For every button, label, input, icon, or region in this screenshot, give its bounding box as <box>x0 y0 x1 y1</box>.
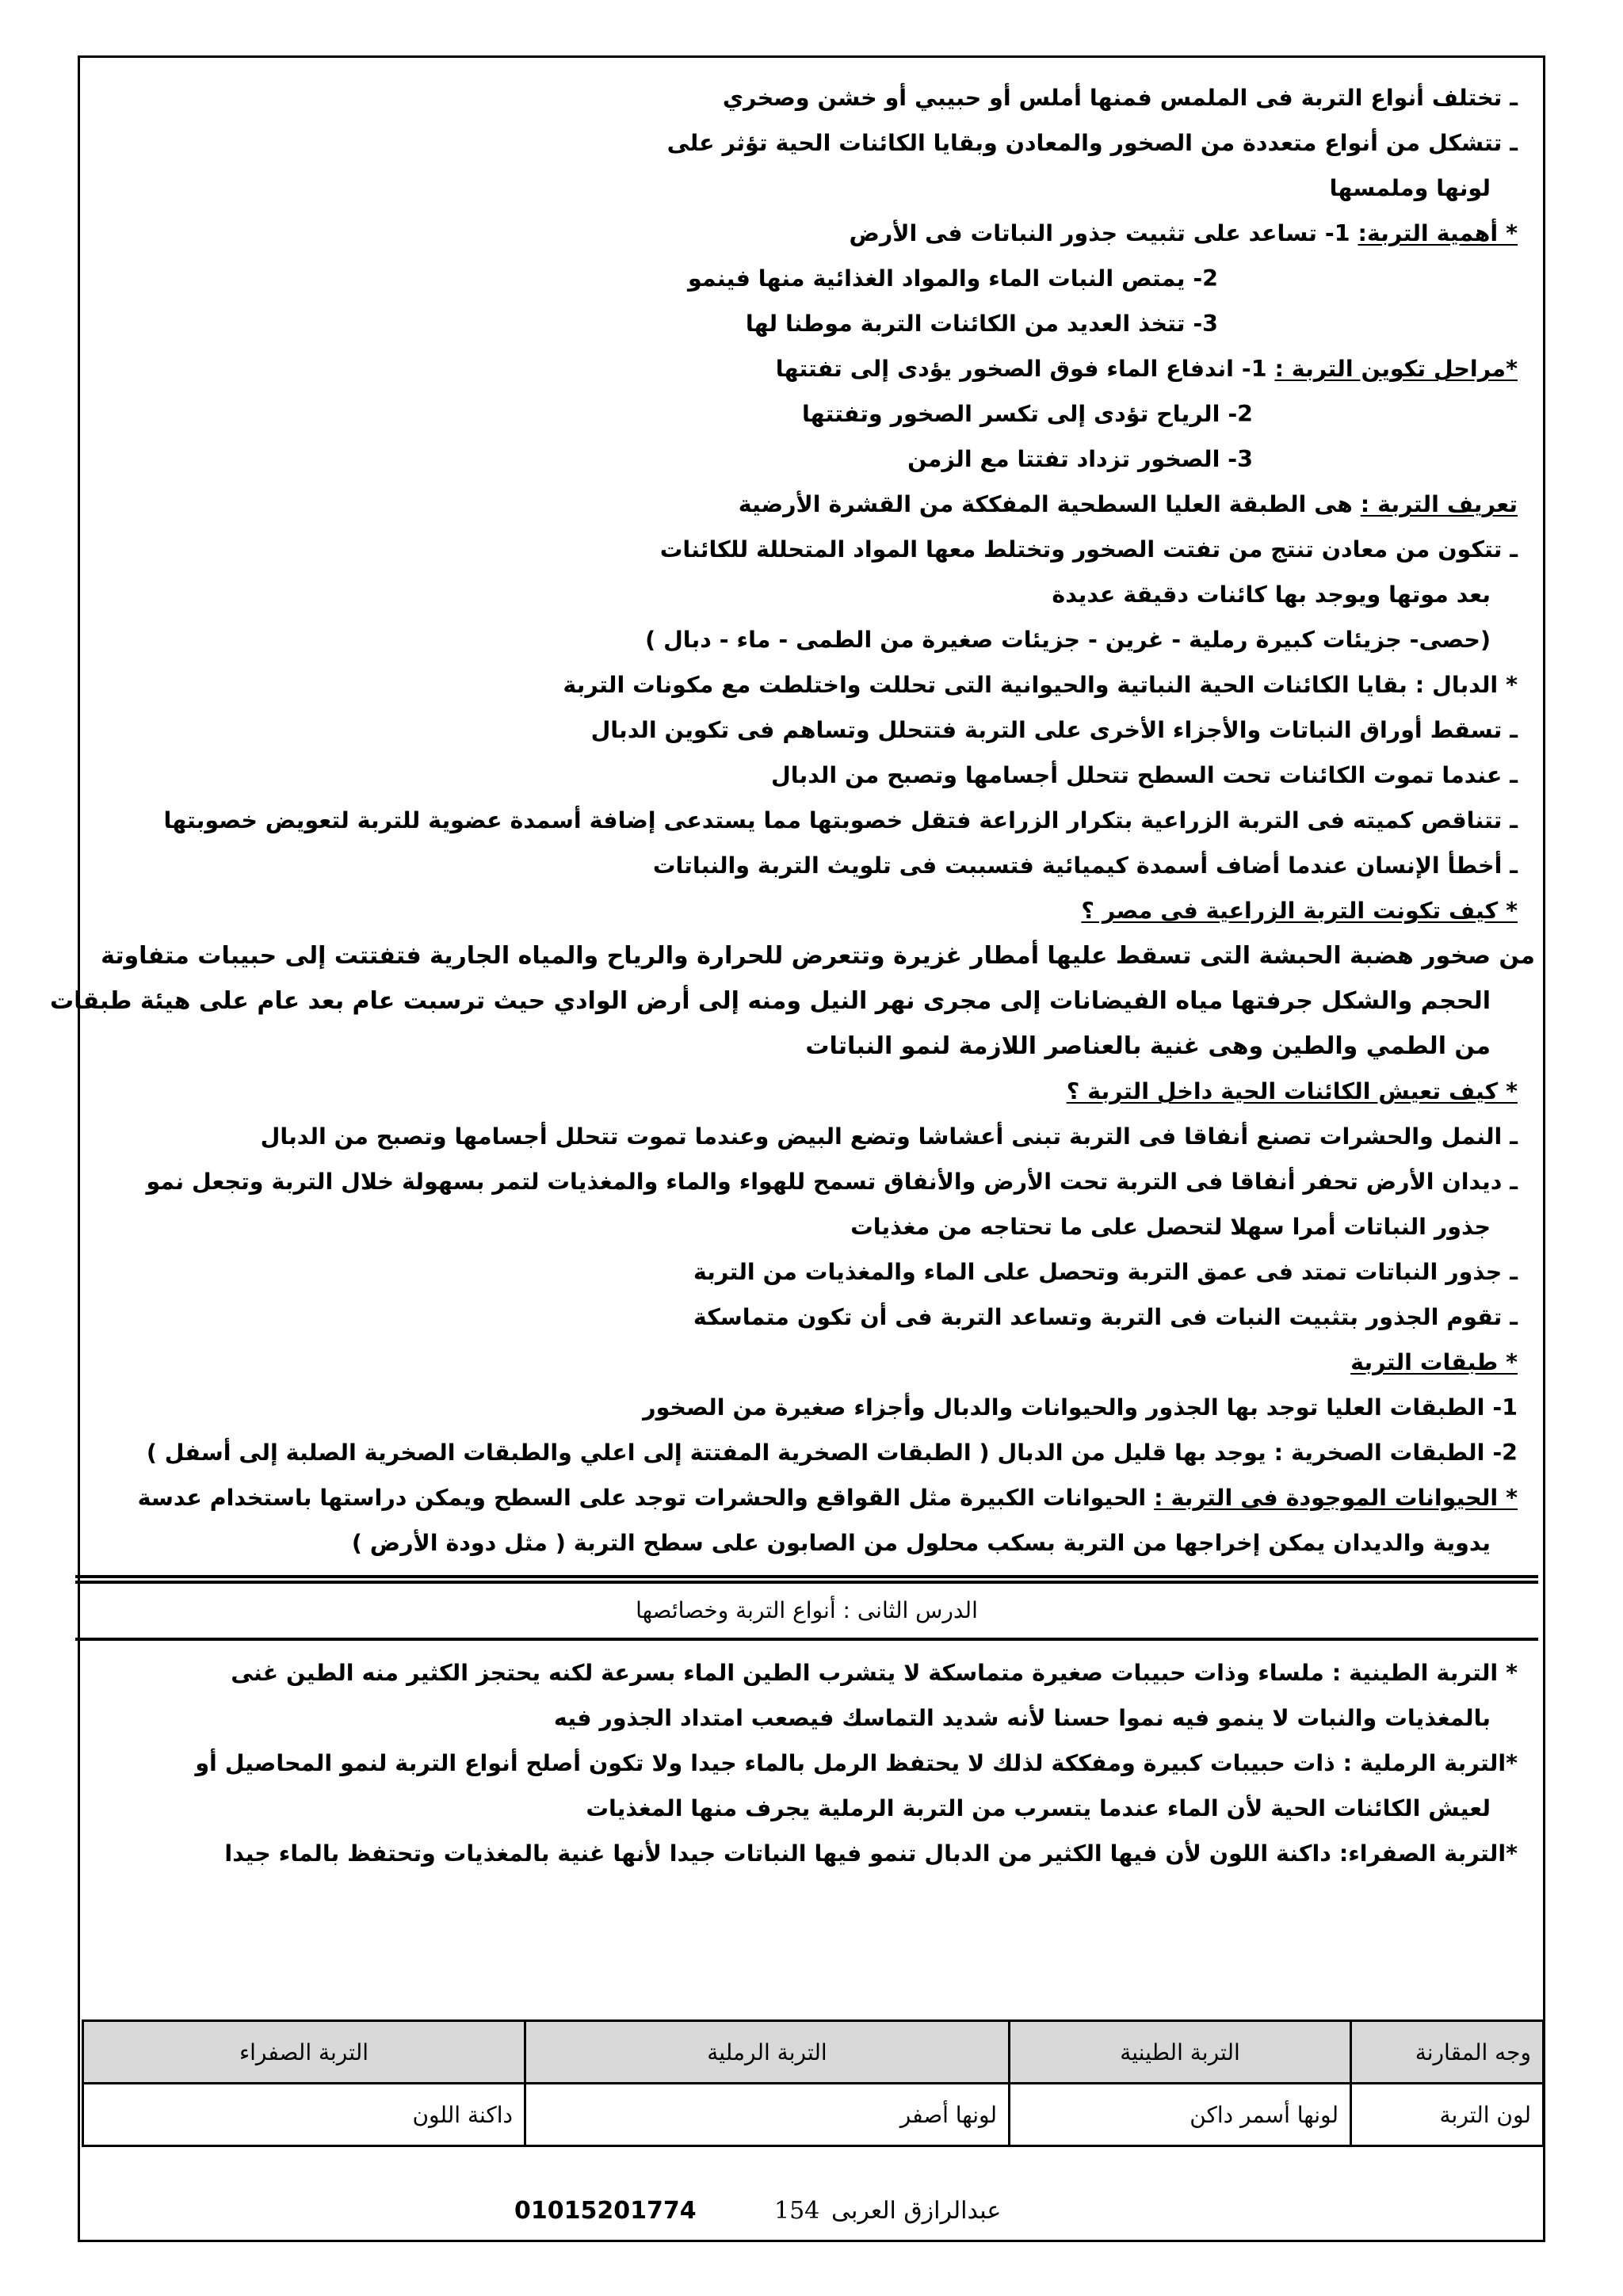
text-line: ـ تسقط أوراق النباتات والأجزاء الأخرى على التربة فتتحلل وتساهم فى تكوين الدبال <box>590 717 1518 743</box>
definition-line <box>101 482 1518 527</box>
type-line: لعيش الكائنات الحية لأن الماء عندما يتسرب من التربة الرملية يجرف منها المغذيات <box>586 1795 1491 1821</box>
text-line: (حصى- جزيئات كبيرة رملية - غرين - جزيئات صغيرة من الطمى - ماء - دبال ) <box>645 627 1491 653</box>
living-line-2: ـ ديدان الأرض تحفر أنفاقا فى التربة تحت الأرض والأنفاق تسمح للهواء والماء والمغذيات لتمر بسهولة خلال التربة وتجعل نمو <box>146 1169 1518 1195</box>
text-line: * الدبال : بقايا الكائنات الحية النباتية والحيوانية التى تحللت واختلطت مع مكونات التربة <box>563 672 1518 698</box>
text-line: ـ عندما تموت الكائنات تحت السطح تتحلل أجسامها وتصبح من الدبال <box>771 762 1518 788</box>
importance-item-1 <box>101 211 1518 256</box>
egypt-line-1: من صخور هضبة الحبشة التى تسقط عليها أمطار غزيرة وتتعرض للحرارة والرياح والمياه الجارية فتفتتت إلى حبيبات متفاوتة <box>101 942 1535 970</box>
layers-heading: * طبقات التربة <box>1350 1349 1518 1375</box>
table-header-cell: وجه المقارنة <box>1351 2021 1544 2084</box>
animals-line-2: يدوية والديدان يمكن إخراجها من التربة بسكب محلول من الصابون على سطح التربة ( مثل دودة الأرض ) <box>351 1530 1491 1556</box>
layers-item-2: 2- الطبقات الصخرية : يوجد بها قليل من الدبال ( الطبقات الصخرية المفتتة إلى اعلي والطبقات الصخرية الصلبة إلى أسفل ) <box>146 1440 1518 1466</box>
table-header-cell: التربة الصفراء <box>83 2021 525 2084</box>
footer <box>514 2197 1117 2237</box>
stages-heading: *مراحل تكوين التربة : <box>1274 356 1518 382</box>
lesson-title: الدرس الثانى : أنواع التربة وخصائصها <box>75 1584 1538 1641</box>
stages-item-1 <box>101 346 1518 391</box>
text-line: ـ تتشكل من أنواع متعددة من الصخور والمعادن وبقايا الكائنات الحية تؤثر على <box>666 130 1518 156</box>
importance-item-2: 2- يمتص النبات الماء والمواد الغذائية منها فينمو <box>687 265 1218 292</box>
animals-line-1 <box>101 1475 1518 1520</box>
table-cell: لونها أصفر <box>525 2084 1010 2146</box>
text-line: ـ تختلف أنواع التربة فى الملمس فمنها أملس أو حبيبي أو خشن وصخري <box>722 85 1518 111</box>
type-line: *التربة الصفراء: داكنة اللون لأن فيها الكثير من الدبال تنمو فيها النباتات جيدا لأنها غنية بالمغذيات وتحتفظ بالماء جيدا <box>224 1840 1518 1867</box>
definition-text: هى الطبقة العليا السطحية المفككة من القشرة الأرضية <box>738 491 1353 517</box>
table-cell: داكنة اللون <box>83 2084 525 2146</box>
table-row <box>83 2084 1544 2146</box>
footer-phone: 01015201774 <box>514 2197 697 2225</box>
layers-item-1: 1- الطبقات العليا توجد بها الجذور والحيوانات والدبال وأجزاء صغيرة من الصخور <box>643 1394 1518 1421</box>
importance-heading: * أهمية التربة: <box>1358 220 1518 246</box>
text-line: لونها وملمسها <box>1329 175 1491 201</box>
content <box>49 75 1543 1876</box>
importance-item-3: 3- تتخذ العديد من الكائنات التربة موطنا لها <box>745 311 1218 337</box>
text-line: ـ أخطأ الإنسان عندما أضاف أسمدة كيميائية فتسببت فى تلويث التربة والنباتات <box>652 852 1518 879</box>
table-cell: لون التربة <box>1351 2084 1544 2146</box>
living-line-4: ـ جذور النباتات تمتد فى عمق التربة وتحصل على الماء والمغذيات من التربة <box>693 1259 1518 1285</box>
table-cell: لونها أسمر داكن <box>1010 2084 1351 2146</box>
living-line-5: ـ تقوم الجذور بتثبيت النبات فى التربة وتساعد التربة فى أن تكون متماسكة <box>693 1304 1518 1330</box>
stages-item-3: 3- الصخور تزداد تفتتا مع الزمن <box>907 446 1253 472</box>
comparison-table <box>82 2019 1545 2147</box>
type-line: بالمغذيات والنبات لا ينمو فيه نموا حسنا لأنه شديد التماسك فيصعب امتداد الجذور فيه <box>553 1705 1491 1731</box>
table-header-cell: التربة الطينية <box>1010 2021 1351 2084</box>
egypt-line-3: من الطمي والطين وهى غنية بالعناصر اللازمة لنمو النباتات <box>805 1032 1491 1060</box>
animals-text: الحيوانات الكبيرة مثل القواقع والحشرات توجد على السطح ويمكن دراستها باستخدام عدسة <box>137 1485 1147 1511</box>
egypt-line-2: الحجم والشكل جرفتها مياه الفيضانات إلى مجرى نهر النيل ومنه إلى أرض الوادي حيث ترسبت عام بعد عام على هيئة طبقات <box>49 987 1491 1015</box>
worksheet-page <box>49 55 1545 2242</box>
double-rule <box>75 1575 1538 1584</box>
table-header-row <box>83 2021 1544 2084</box>
egypt-heading: * كيف تكونت التربة الزراعية فى مصر ؟ <box>1081 898 1518 924</box>
animals-heading: * الحيوانات الموجودة فى التربة : <box>1154 1485 1518 1511</box>
definition-heading: تعريف التربة : <box>1360 491 1518 517</box>
type-line: *التربة الرملية : ذات حبيبات كبيرة ومفككة لذلك لا يحتفظ الرمل بالماء جيدا ولا تكون أصلح أنواع التربة لنمو المحاصيل أو <box>195 1750 1518 1776</box>
text-line: ـ تتناقص كميته فى التربة الزراعية بتكرار الزراعة فتقل خصوبتها مما يستدعى إضافة أسمدة عضوية للتربة لتعويض خصوبتها <box>163 807 1518 833</box>
text-line: بعد موتها ويوجد بها كائنات دقيقة عديدة <box>1052 582 1491 608</box>
living-line-1: ـ النمل والحشرات تصنع أنفاقا فى التربة تبنى أعشاشا وتضع البيض وعندما تموت تتحلل أجسامها وتصبح من الدبال <box>260 1123 1518 1150</box>
type-line: * التربة الطينية : ملساء وذات حبيبات صغيرة متماسكة لا يتشرب الطين الماء بسرعة لكنه يحتجز الكثير منه الطين غنى <box>231 1660 1518 1686</box>
footer-author: عبدالرازق العربى <box>831 2197 1002 2225</box>
importance-item-1-text: 1- تساعد على تثبيت جذور النباتات فى الأرض <box>849 220 1350 246</box>
text-line: ـ تتكون من معادن تنتج من تفتت الصخور وتختلط معها المواد المتحللة للكائنات <box>659 536 1518 563</box>
stages-item-1-text: 1- اندفاع الماء فوق الصخور يؤدى إلى تفتتها <box>775 356 1267 382</box>
footer-page-number: 154 <box>774 2197 820 2225</box>
stages-item-2: 2- الرياح تؤدى إلى تكسر الصخور وتفتتها <box>801 401 1253 427</box>
living-heading: * كيف تعيش الكائنات الحية داخل التربة ؟ <box>1066 1078 1518 1104</box>
table-header-cell: التربة الرملية <box>525 2021 1010 2084</box>
living-line-3: جذور النباتات أمرا سهلا لتحصل على ما تحتاجه من مغذيات <box>850 1214 1491 1240</box>
